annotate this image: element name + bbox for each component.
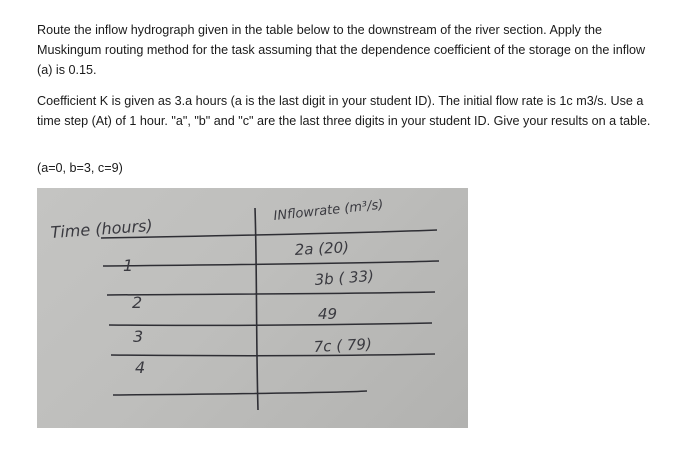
header-time: Time (hours) (49, 215, 154, 242)
table-column-divider (255, 208, 258, 410)
inflow-cell: 2a (20) (294, 238, 350, 259)
handwritten-table-photo (37, 188, 468, 428)
time-cell: 2 (132, 293, 143, 312)
time-cell: 1 (123, 256, 134, 275)
problem-paragraph-2: Coefficient K is given as 3.a hours (a is the last digit in your student ID). The initial flow rate is 1c m3/s. Use a time step (At) of 1 hour. "a", "b" and "c" are the last three digits in your student ID. Give your results on a table. (37, 94, 651, 128)
inflow-cell: 3b ( 33) (314, 266, 375, 289)
table-rule (103, 261, 439, 266)
given-values: (a=0, b=3, c=9) (37, 161, 123, 175)
time-cell: 4 (135, 358, 146, 377)
time-cell: 3 (133, 327, 144, 346)
table-rule (111, 354, 435, 356)
table-rule (109, 323, 432, 325)
inflow-cell: 7c ( 79) (313, 334, 373, 356)
handwritten-table (37, 188, 468, 428)
inflow-cell: 49 (318, 305, 338, 323)
table-rule (107, 292, 435, 295)
table-rule (113, 391, 367, 395)
header-inflow: INflowrate (m³/s) (272, 197, 385, 224)
problem-paragraph-1: Route the inflow hydrograph given in the table below to the downstream of the river section. Apply the Muskingum routing method for the task assuming that the dependence coefficient of the storage on the inflow (a) is 0.15. (37, 23, 646, 77)
